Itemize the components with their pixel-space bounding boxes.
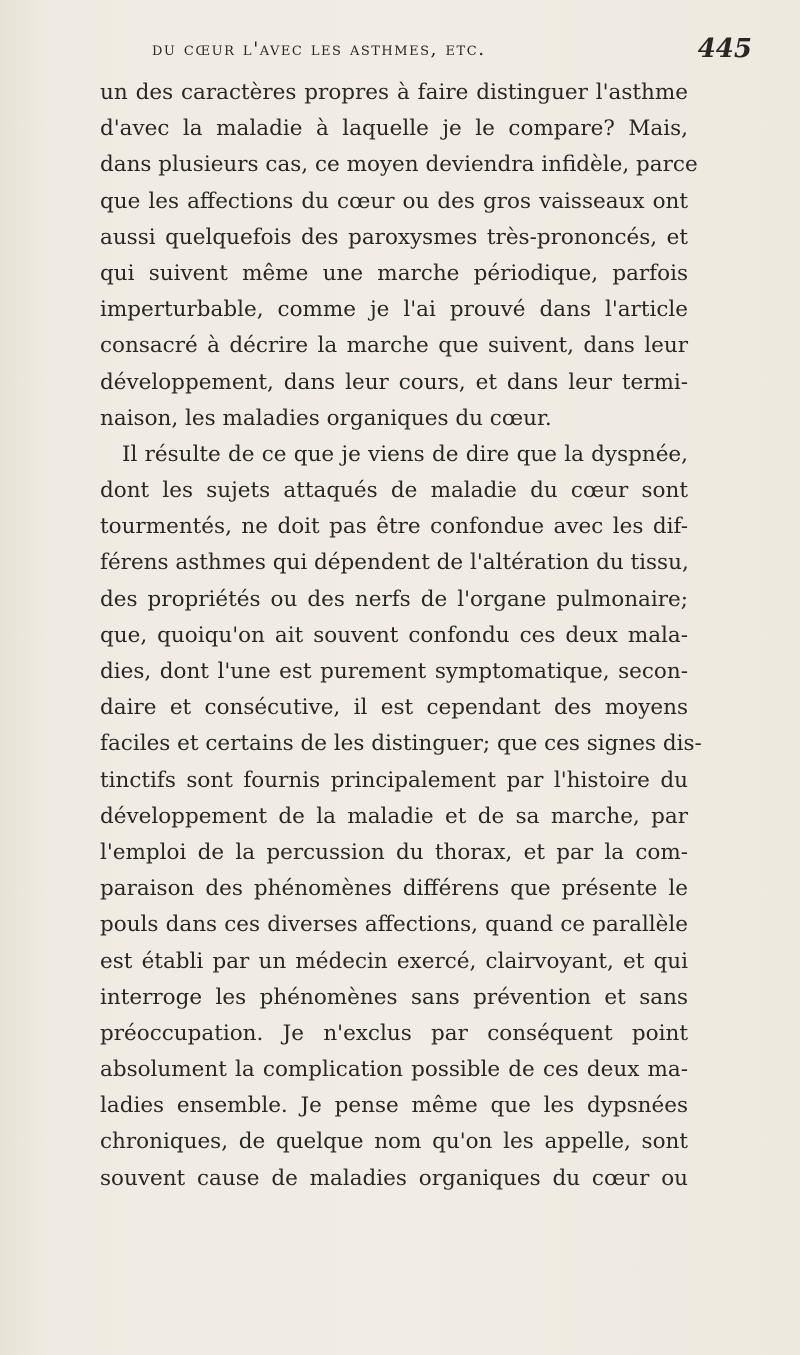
text-line: pouls dans ces diverses affections, quand ce parallèle <box>100 912 688 938</box>
text-line: paraison des phénomènes différens que présente le <box>100 876 688 902</box>
text-line: imperturbable, comme je l'ai prouvé dans l'article <box>100 297 688 323</box>
text-line: daire et consécutive, il est cependant des moyens <box>100 695 688 721</box>
text-line: développement de la maladie et de sa marche, par <box>100 803 688 829</box>
text-line: un des caractères propres à faire distinguer l'asthme <box>100 80 688 105</box>
text-line: faciles et certains de les distinguer; que ces signes dis- <box>100 731 702 757</box>
text-line: dies, dont l'une est purement symptomatique, secon- <box>100 659 688 684</box>
body-text <box>100 75 702 1197</box>
text-line: que les affections du cœur ou des gros vaisseaux ont <box>100 188 688 214</box>
text-line: tourmentés, ne doit pas être confondue avec les dif- <box>100 514 688 540</box>
text-line: d'avec la maladie à laquelle je le compare? Mais, <box>100 116 688 142</box>
page-header <box>152 34 752 74</box>
text-line: l'emploi de la percussion du thorax, et par la com- <box>100 839 688 865</box>
text-line: est établi par un médecin exercé, clairvoyant, et qui <box>100 948 688 974</box>
running-title: du cœur l'avec les asthmes, etc. <box>152 38 486 60</box>
text-line: naison, les maladies organiques du cœur. <box>100 405 552 431</box>
text-line: consacré à décrire la marche que suivent, dans leur <box>100 333 688 359</box>
text-line: Il résulte de ce que je viens de dire que la dyspnée, <box>122 441 688 467</box>
text-line: ladies ensemble. Je pense même que les dypsnées <box>100 1093 688 1119</box>
text-line: tinctifs sont fournis principalement par l'histoire du <box>100 767 688 793</box>
text-line: absolument la complication possible de ces deux ma- <box>100 1057 688 1083</box>
text-line: des propriétés ou des nerfs de l'organe pulmonaire; <box>100 586 688 612</box>
text-line: que, quoiqu'on ait souvent confondu ces deux mala- <box>100 622 688 648</box>
text-line: interroge les phénomènes sans prévention et sans <box>100 984 688 1010</box>
text-line: chroniques, de quelque nom qu'on les appelle, sont <box>100 1129 688 1155</box>
text-line: férens asthmes qui dépendent de l'altération du tissu, <box>100 550 689 576</box>
page-number: 445 <box>697 34 752 64</box>
text-line: aussi quelquefois des paroxysmes très-prononcés, et <box>100 224 688 250</box>
text-line: souvent cause de maladies organiques du cœur ou <box>100 1165 688 1191</box>
text-line: préoccupation. Je n'exclus par conséquent point <box>100 1020 688 1046</box>
text-line: qui suivent même une marche périodique, parfois <box>100 260 688 286</box>
text-line: dans plusieurs cas, ce moyen deviendra infidèle, parce <box>100 152 698 178</box>
text-line: dont les sujets attaqués de maladie du cœur sont <box>100 478 688 504</box>
text-line: développement, dans leur cours, et dans leur termi- <box>100 369 688 395</box>
